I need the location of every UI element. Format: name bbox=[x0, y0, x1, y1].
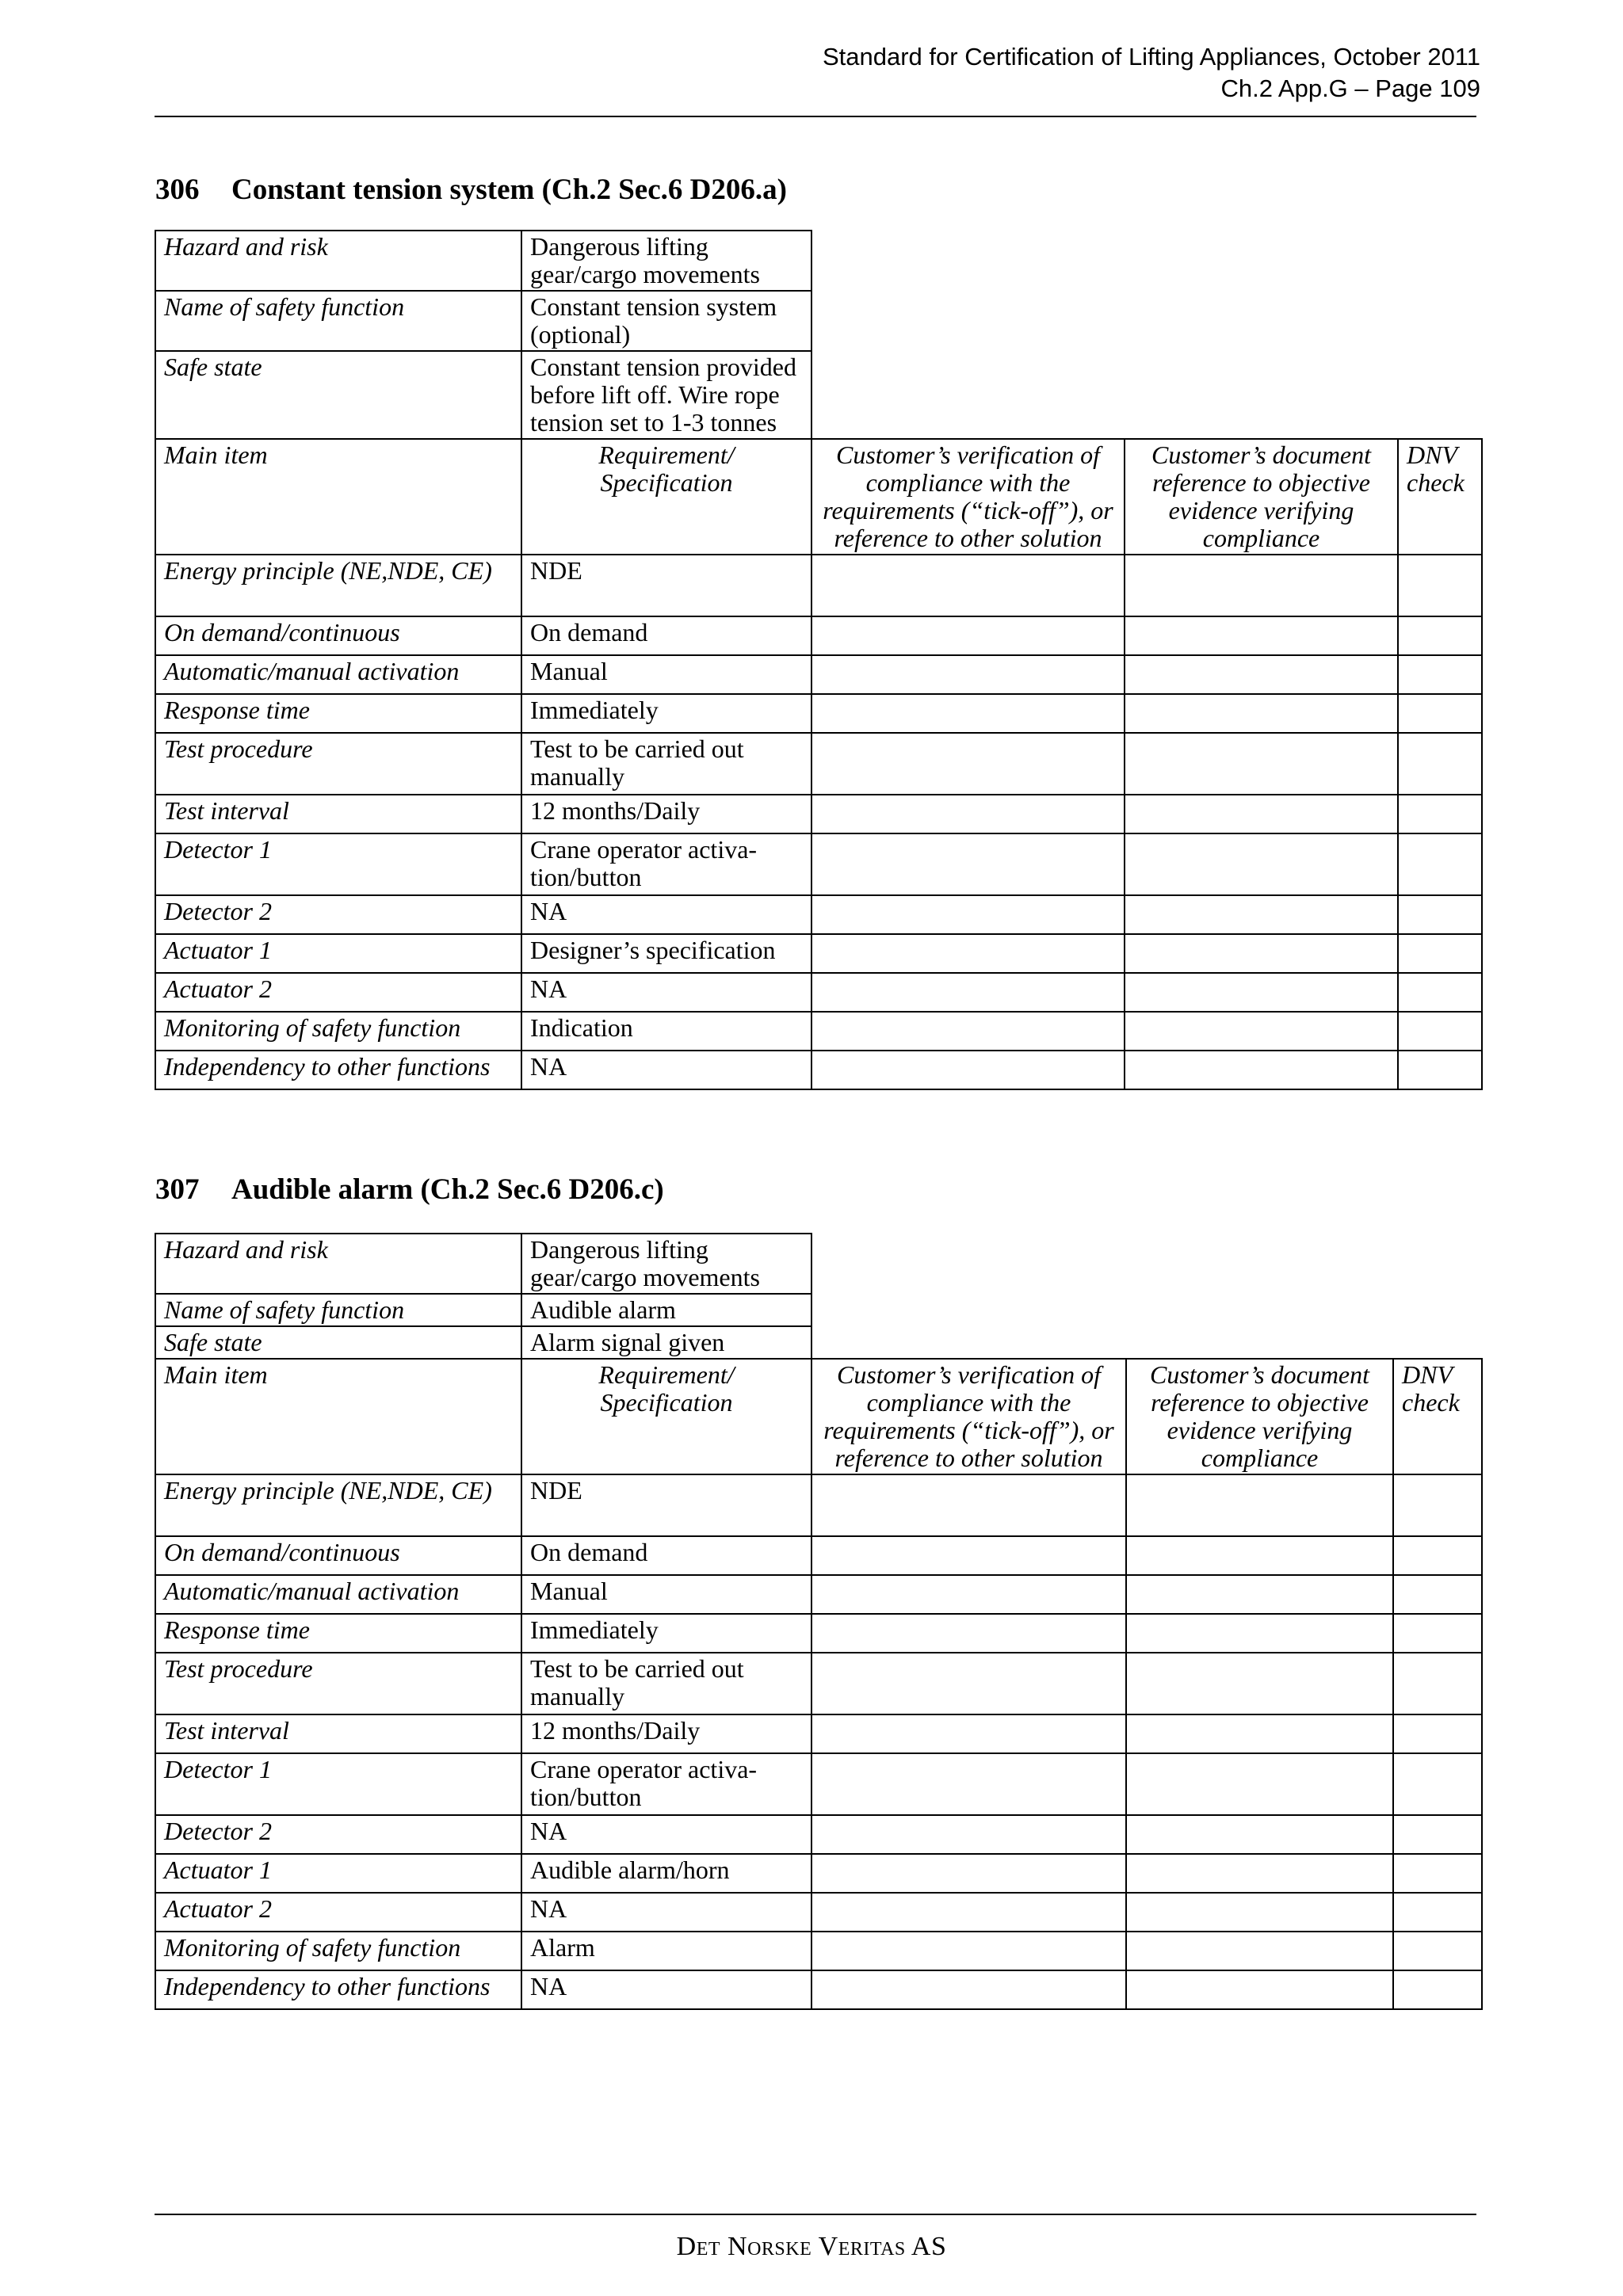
row-label: Automatic/manual activation bbox=[155, 1575, 521, 1614]
row-label: Test procedure bbox=[155, 1653, 521, 1714]
verification-cell[interactable] bbox=[812, 1536, 1126, 1575]
table-row bbox=[155, 1474, 1482, 1536]
document-cell[interactable] bbox=[1125, 973, 1398, 1012]
header-divider bbox=[155, 116, 1476, 117]
row-value: On demand bbox=[521, 1536, 812, 1575]
info-value: Constant tension provided before lift off. Wire rope tension set to 1-3 tonnes bbox=[521, 351, 812, 439]
dnv-check-header bbox=[1393, 1359, 1482, 1474]
dnv-check-cell[interactable] bbox=[1393, 1653, 1482, 1714]
dnv-header-line: check bbox=[1407, 468, 1465, 497]
document-cell[interactable] bbox=[1125, 733, 1398, 795]
verification-cell[interactable] bbox=[812, 616, 1125, 655]
verification-cell[interactable] bbox=[812, 694, 1125, 733]
document-header: Customer’s document reference to objective evidence verifying compliance bbox=[1125, 439, 1398, 555]
row-label: Actuator 2 bbox=[155, 973, 521, 1012]
main-item-header: Main item bbox=[155, 439, 521, 555]
dnv-header-line: check bbox=[1402, 1388, 1460, 1417]
table-row bbox=[155, 1753, 1482, 1815]
document-header: Customer’s document reference to objective evidence verifying compliance bbox=[1126, 1359, 1393, 1474]
column-header-row bbox=[155, 439, 1482, 555]
info-value: Alarm signal given bbox=[521, 1326, 812, 1359]
row-value: 12 months/Daily bbox=[521, 795, 812, 833]
row-value: Manual bbox=[521, 1575, 812, 1614]
section-title: Audible alarm (Ch.2 Sec.6 D206.c) bbox=[231, 1173, 664, 1206]
row-label: Energy principle (NE,NDE, CE) bbox=[155, 555, 521, 616]
blank-area bbox=[812, 231, 1482, 439]
document-cell[interactable] bbox=[1125, 1051, 1398, 1089]
info-value: Audible alarm bbox=[521, 1294, 812, 1326]
row-value: NA bbox=[521, 973, 812, 1012]
info-row bbox=[155, 1234, 1482, 1294]
row-label: Monitoring of safety function bbox=[155, 1012, 521, 1051]
row-value: NA bbox=[521, 1970, 812, 2009]
document-cell[interactable] bbox=[1125, 555, 1398, 616]
dnv-check-cell[interactable] bbox=[1398, 555, 1482, 616]
row-label: Independency to other functions bbox=[155, 1970, 521, 2009]
table-row bbox=[155, 555, 1482, 616]
dnv-check-cell[interactable] bbox=[1398, 895, 1482, 934]
row-label: Test interval bbox=[155, 1714, 521, 1753]
info-value: Dangerous lifting gear/cargo movements bbox=[521, 1234, 812, 1294]
row-value: Test to be carried out manually bbox=[521, 1653, 812, 1714]
table-row bbox=[155, 1714, 1482, 1753]
table-row bbox=[155, 1970, 1482, 2009]
dnv-check-cell[interactable] bbox=[1393, 1575, 1482, 1614]
row-value: Audible alarm/horn bbox=[521, 1854, 812, 1893]
verification-cell[interactable] bbox=[812, 895, 1125, 934]
dnv-check-cell[interactable] bbox=[1398, 833, 1482, 895]
table-row bbox=[155, 1575, 1482, 1614]
info-label: Hazard and risk bbox=[155, 1234, 521, 1294]
dnv-check-cell[interactable] bbox=[1393, 1893, 1482, 1932]
table-row bbox=[155, 795, 1482, 833]
dnv-check-cell[interactable] bbox=[1398, 1012, 1482, 1051]
verification-cell[interactable] bbox=[812, 1051, 1125, 1089]
table-row bbox=[155, 733, 1482, 795]
info-row bbox=[155, 231, 1482, 291]
document-cell[interactable] bbox=[1126, 1575, 1393, 1614]
dnv-check-cell[interactable] bbox=[1393, 1932, 1482, 1970]
table-row bbox=[155, 694, 1482, 733]
document-cell[interactable] bbox=[1125, 616, 1398, 655]
row-value: Designer’s specification bbox=[521, 934, 812, 973]
verification-cell[interactable] bbox=[812, 833, 1125, 895]
table-row bbox=[155, 934, 1482, 973]
verification-cell[interactable] bbox=[812, 1893, 1126, 1932]
dnv-check-cell[interactable] bbox=[1393, 1970, 1482, 2009]
requirement-header-line: Requirement/ bbox=[598, 441, 735, 469]
document-cell[interactable] bbox=[1125, 1012, 1398, 1051]
row-label: Actuator 1 bbox=[155, 934, 521, 973]
header-page-reference: Ch.2 App.G – Page 109 bbox=[1220, 74, 1480, 102]
document-cell[interactable] bbox=[1126, 1815, 1393, 1854]
document-cell[interactable] bbox=[1125, 795, 1398, 833]
dnv-check-cell[interactable] bbox=[1393, 1474, 1482, 1536]
info-label: Name of safety function bbox=[155, 291, 521, 351]
document-cell[interactable] bbox=[1125, 895, 1398, 934]
table-row bbox=[155, 655, 1482, 694]
requirement-header-line: Requirement/ bbox=[598, 1360, 735, 1389]
row-label: Actuator 1 bbox=[155, 1854, 521, 1893]
dnv-check-cell[interactable] bbox=[1398, 733, 1482, 795]
section-heading-307 bbox=[155, 1173, 664, 1207]
header-standard-title: Standard for Certification of Lifting Appliances, October 2011 bbox=[822, 43, 1480, 71]
table-row bbox=[155, 1815, 1482, 1854]
document-cell[interactable] bbox=[1126, 1536, 1393, 1575]
row-value: Crane operator activa-tion/button bbox=[521, 1753, 812, 1815]
requirement-header bbox=[521, 439, 812, 555]
row-label: Automatic/manual activation bbox=[155, 655, 521, 694]
row-label: Test interval bbox=[155, 795, 521, 833]
document-cell[interactable] bbox=[1126, 1653, 1393, 1714]
table-row bbox=[155, 895, 1482, 934]
row-value: 12 months/Daily bbox=[521, 1714, 812, 1753]
row-label: Monitoring of safety function bbox=[155, 1932, 521, 1970]
row-label: Actuator 2 bbox=[155, 1893, 521, 1932]
table-row bbox=[155, 973, 1482, 1012]
verification-cell[interactable] bbox=[812, 1753, 1126, 1815]
dnv-check-cell[interactable] bbox=[1398, 973, 1482, 1012]
safety-function-table-307 bbox=[155, 1233, 1483, 2010]
verification-cell[interactable] bbox=[812, 733, 1125, 795]
table-row bbox=[155, 1012, 1482, 1051]
info-label: Name of safety function bbox=[155, 1294, 521, 1326]
verification-cell[interactable] bbox=[812, 655, 1125, 694]
footer-divider bbox=[155, 2214, 1476, 2215]
row-label: On demand/continuous bbox=[155, 1536, 521, 1575]
document-cell[interactable] bbox=[1125, 655, 1398, 694]
row-label: Detector 1 bbox=[155, 1753, 521, 1815]
blank-area bbox=[812, 1234, 1482, 1359]
verification-cell[interactable] bbox=[812, 795, 1125, 833]
dnv-check-cell[interactable] bbox=[1393, 1815, 1482, 1854]
document-cell[interactable] bbox=[1126, 1970, 1393, 2009]
dnv-check-cell[interactable] bbox=[1393, 1536, 1482, 1575]
verification-cell[interactable] bbox=[812, 1714, 1126, 1753]
verification-cell[interactable] bbox=[812, 1012, 1125, 1051]
document-cell[interactable] bbox=[1126, 1854, 1393, 1893]
document-cell[interactable] bbox=[1126, 1714, 1393, 1753]
info-value: Constant tension system (optional) bbox=[521, 291, 812, 351]
dnv-check-cell[interactable] bbox=[1393, 1753, 1482, 1815]
requirement-header-line: Specification bbox=[600, 1388, 733, 1417]
row-value: NA bbox=[521, 895, 812, 934]
document-cell[interactable] bbox=[1126, 1932, 1393, 1970]
info-label: Safe state bbox=[155, 351, 521, 439]
document-cell[interactable] bbox=[1125, 694, 1398, 733]
row-value: Test to be carried out manually bbox=[521, 733, 812, 795]
dnv-check-cell[interactable] bbox=[1398, 694, 1482, 733]
row-value: Indication bbox=[521, 1012, 812, 1051]
table-row bbox=[155, 1653, 1482, 1714]
footer-publisher: Det Norske Veritas AS bbox=[676, 2232, 947, 2261]
row-label: Energy principle (NE,NDE, CE) bbox=[155, 1474, 521, 1536]
table-row bbox=[155, 1932, 1482, 1970]
dnv-check-cell[interactable] bbox=[1398, 934, 1482, 973]
row-value: NA bbox=[521, 1893, 812, 1932]
dnv-check-cell[interactable] bbox=[1393, 1714, 1482, 1753]
document-cell[interactable] bbox=[1125, 833, 1398, 895]
row-label: Detector 2 bbox=[155, 895, 521, 934]
table-row bbox=[155, 1536, 1482, 1575]
dnv-header-line: DNV bbox=[1407, 441, 1457, 469]
verification-header: Customer’s verification of compliance with the requirements (“tick-off”), or reference to other solution bbox=[812, 1359, 1126, 1474]
dnv-check-cell[interactable] bbox=[1398, 616, 1482, 655]
verification-cell[interactable] bbox=[812, 1653, 1126, 1714]
row-value: Immediately bbox=[521, 1614, 812, 1653]
verification-cell[interactable] bbox=[812, 1854, 1126, 1893]
main-item-header: Main item bbox=[155, 1359, 521, 1474]
row-value: Alarm bbox=[521, 1932, 812, 1970]
dnv-check-cell[interactable] bbox=[1398, 1051, 1482, 1089]
row-label: Test procedure bbox=[155, 733, 521, 795]
verification-header: Customer’s verification of compliance with the requirements (“tick-off”), or reference to other solution bbox=[812, 439, 1125, 555]
section-heading-306 bbox=[155, 173, 787, 208]
verification-cell[interactable] bbox=[812, 934, 1125, 973]
row-label: On demand/continuous bbox=[155, 616, 521, 655]
safety-function-table-306 bbox=[155, 230, 1483, 1090]
requirement-header bbox=[521, 1359, 812, 1474]
verification-cell[interactable] bbox=[812, 1575, 1126, 1614]
row-value: Manual bbox=[521, 655, 812, 694]
document-cell[interactable] bbox=[1126, 1474, 1393, 1536]
requirement-header-line: Specification bbox=[600, 468, 733, 497]
dnv-check-cell[interactable] bbox=[1398, 795, 1482, 833]
document-cell[interactable] bbox=[1126, 1753, 1393, 1815]
row-value: NDE bbox=[521, 555, 812, 616]
dnv-header-line: DNV bbox=[1402, 1360, 1453, 1389]
table-row bbox=[155, 1854, 1482, 1893]
verification-cell[interactable] bbox=[812, 1614, 1126, 1653]
info-value: Dangerous lifting gear/cargo movements bbox=[521, 231, 812, 291]
row-label: Response time bbox=[155, 694, 521, 733]
row-value: Crane operator activa-tion/button bbox=[521, 833, 812, 895]
table-row bbox=[155, 1893, 1482, 1932]
section-number: 306 bbox=[155, 174, 200, 206]
row-value: NDE bbox=[521, 1474, 812, 1536]
row-label: Response time bbox=[155, 1614, 521, 1653]
row-label: Detector 2 bbox=[155, 1815, 521, 1854]
table-row bbox=[155, 616, 1482, 655]
row-value: NA bbox=[521, 1815, 812, 1854]
page-header bbox=[823, 41, 1480, 105]
verification-cell[interactable] bbox=[812, 555, 1125, 616]
verification-cell[interactable] bbox=[812, 1474, 1126, 1536]
row-value: On demand bbox=[521, 616, 812, 655]
table-row bbox=[155, 1614, 1482, 1653]
document-cell[interactable] bbox=[1126, 1893, 1393, 1932]
info-label: Safe state bbox=[155, 1326, 521, 1359]
row-label: Detector 1 bbox=[155, 833, 521, 895]
verification-cell[interactable] bbox=[812, 1815, 1126, 1854]
verification-cell[interactable] bbox=[812, 1970, 1126, 2009]
row-value: NA bbox=[521, 1051, 812, 1089]
row-label: Independency to other functions bbox=[155, 1051, 521, 1089]
dnv-check-cell[interactable] bbox=[1393, 1854, 1482, 1893]
dnv-check-cell[interactable] bbox=[1393, 1614, 1482, 1653]
info-label: Hazard and risk bbox=[155, 231, 521, 291]
dnv-check-cell[interactable] bbox=[1398, 655, 1482, 694]
document-cell[interactable] bbox=[1125, 934, 1398, 973]
column-header-row bbox=[155, 1359, 1482, 1474]
dnv-check-header bbox=[1398, 439, 1482, 555]
row-value: Immediately bbox=[521, 694, 812, 733]
table-row bbox=[155, 833, 1482, 895]
section-title: Constant tension system (Ch.2 Sec.6 D206.a) bbox=[231, 174, 787, 206]
verification-cell[interactable] bbox=[812, 1932, 1126, 1970]
table-row bbox=[155, 1051, 1482, 1089]
document-cell[interactable] bbox=[1126, 1614, 1393, 1653]
section-number: 307 bbox=[155, 1173, 200, 1206]
verification-cell[interactable] bbox=[812, 973, 1125, 1012]
